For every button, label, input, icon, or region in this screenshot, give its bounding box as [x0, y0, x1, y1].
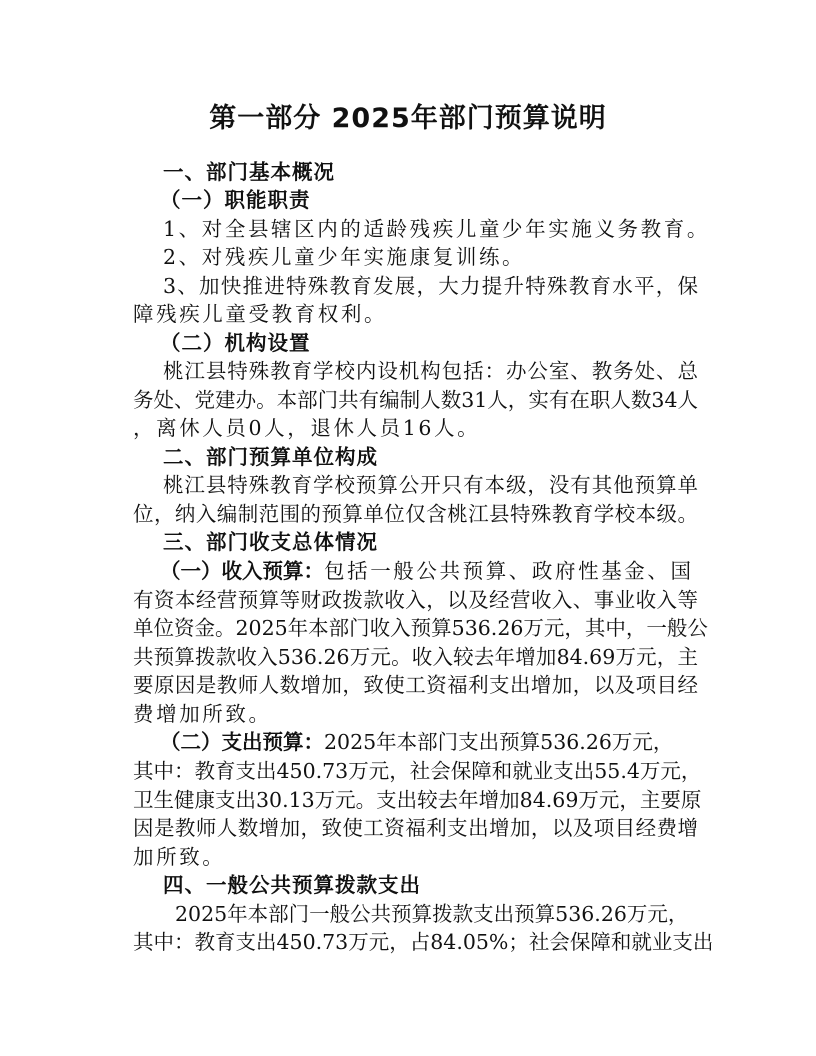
paragraph-line: 共预算拨款收入536.26万元。收入较去年增加84.69万元，主	[133, 645, 698, 669]
paragraph-line: 桃江县特殊教育学校内设机构包括：办公室、教务处、总	[163, 359, 698, 383]
subsection-heading: （二）机构设置	[160, 331, 311, 355]
paragraph-line: 要原因是教师人数增加，致使工资福利支出增加，以及项目经	[133, 673, 698, 697]
paragraph-line: 2、对残疾儿童少年实施康复训练。	[163, 245, 526, 269]
subsection-heading: （一）职能职责	[160, 188, 311, 212]
paragraph-line: 卫生健康支出30.13万元。支出较去年增加84.69万元，主要原	[133, 788, 702, 812]
paragraph-line: ，离休人员0人，退休人员16人。	[133, 416, 481, 440]
paragraph-line: 其中：教育支出450.73万元，社会保障和就业支出55.4万元，	[133, 759, 702, 783]
paragraph-line: 单位资金。2025年本部门收入预算536.26万元，其中，一般公	[133, 616, 708, 640]
paragraph-line: 障残疾儿童受教育权利。	[133, 302, 388, 326]
paragraph-line: 因是教师人数增加，致使工资福利支出增加，以及项目经费增	[133, 816, 698, 840]
paragraph-line: 3、加快推进特殊教育发展，大力提升特殊教育水平，保	[163, 274, 698, 298]
expense-first-line	[160, 728, 692, 756]
paragraph-line: 2025年本部门支出预算536.26万元，	[324, 730, 674, 754]
income-first-line	[160, 557, 692, 585]
paragraph-line: 其中：教育支出450.73万元，占84.05%；社会保障和就业支出	[133, 930, 714, 954]
expense-label: （二）支出预算：	[160, 730, 324, 754]
paragraph-line: 有资本经营预算等财政拨款收入，以及经营收入、事业收入等	[133, 588, 698, 612]
section-heading: 三、部门收支总体情况	[163, 530, 378, 554]
paragraph-line: 2025年本部门一般公共预算拨款支出预算536.26万元，	[175, 902, 689, 926]
paragraph-line: 加所致。	[133, 845, 226, 869]
page-title: 第一部分 2025年部门预算说明	[209, 103, 607, 134]
income-label: （一）收入预算：	[160, 559, 324, 583]
section-heading: 四、一般公共预算拨款支出	[163, 873, 421, 897]
paragraph-line: 费增加所致。	[133, 702, 272, 726]
section-heading: 二、部门预算单位构成	[163, 445, 378, 469]
paragraph-line: 桃江县特殊教育学校预算公开只有本级，没有其他预算单	[163, 473, 698, 497]
paragraph-line: 1、对全县辖区内的适龄残疾儿童少年实施义务教育。	[163, 217, 710, 241]
paragraph-line: 位，纳入编制范围的预算单位仅含桃江县特殊教育学校本级。	[133, 502, 698, 526]
paragraph-line: 包括一般公共预算、政府性基金、国	[324, 559, 694, 583]
paragraph-line: 务处、党建办。本部门共有编制人数31人，实有在职人数34人	[133, 388, 698, 412]
section-heading: 一、部门基本概况	[163, 160, 335, 184]
